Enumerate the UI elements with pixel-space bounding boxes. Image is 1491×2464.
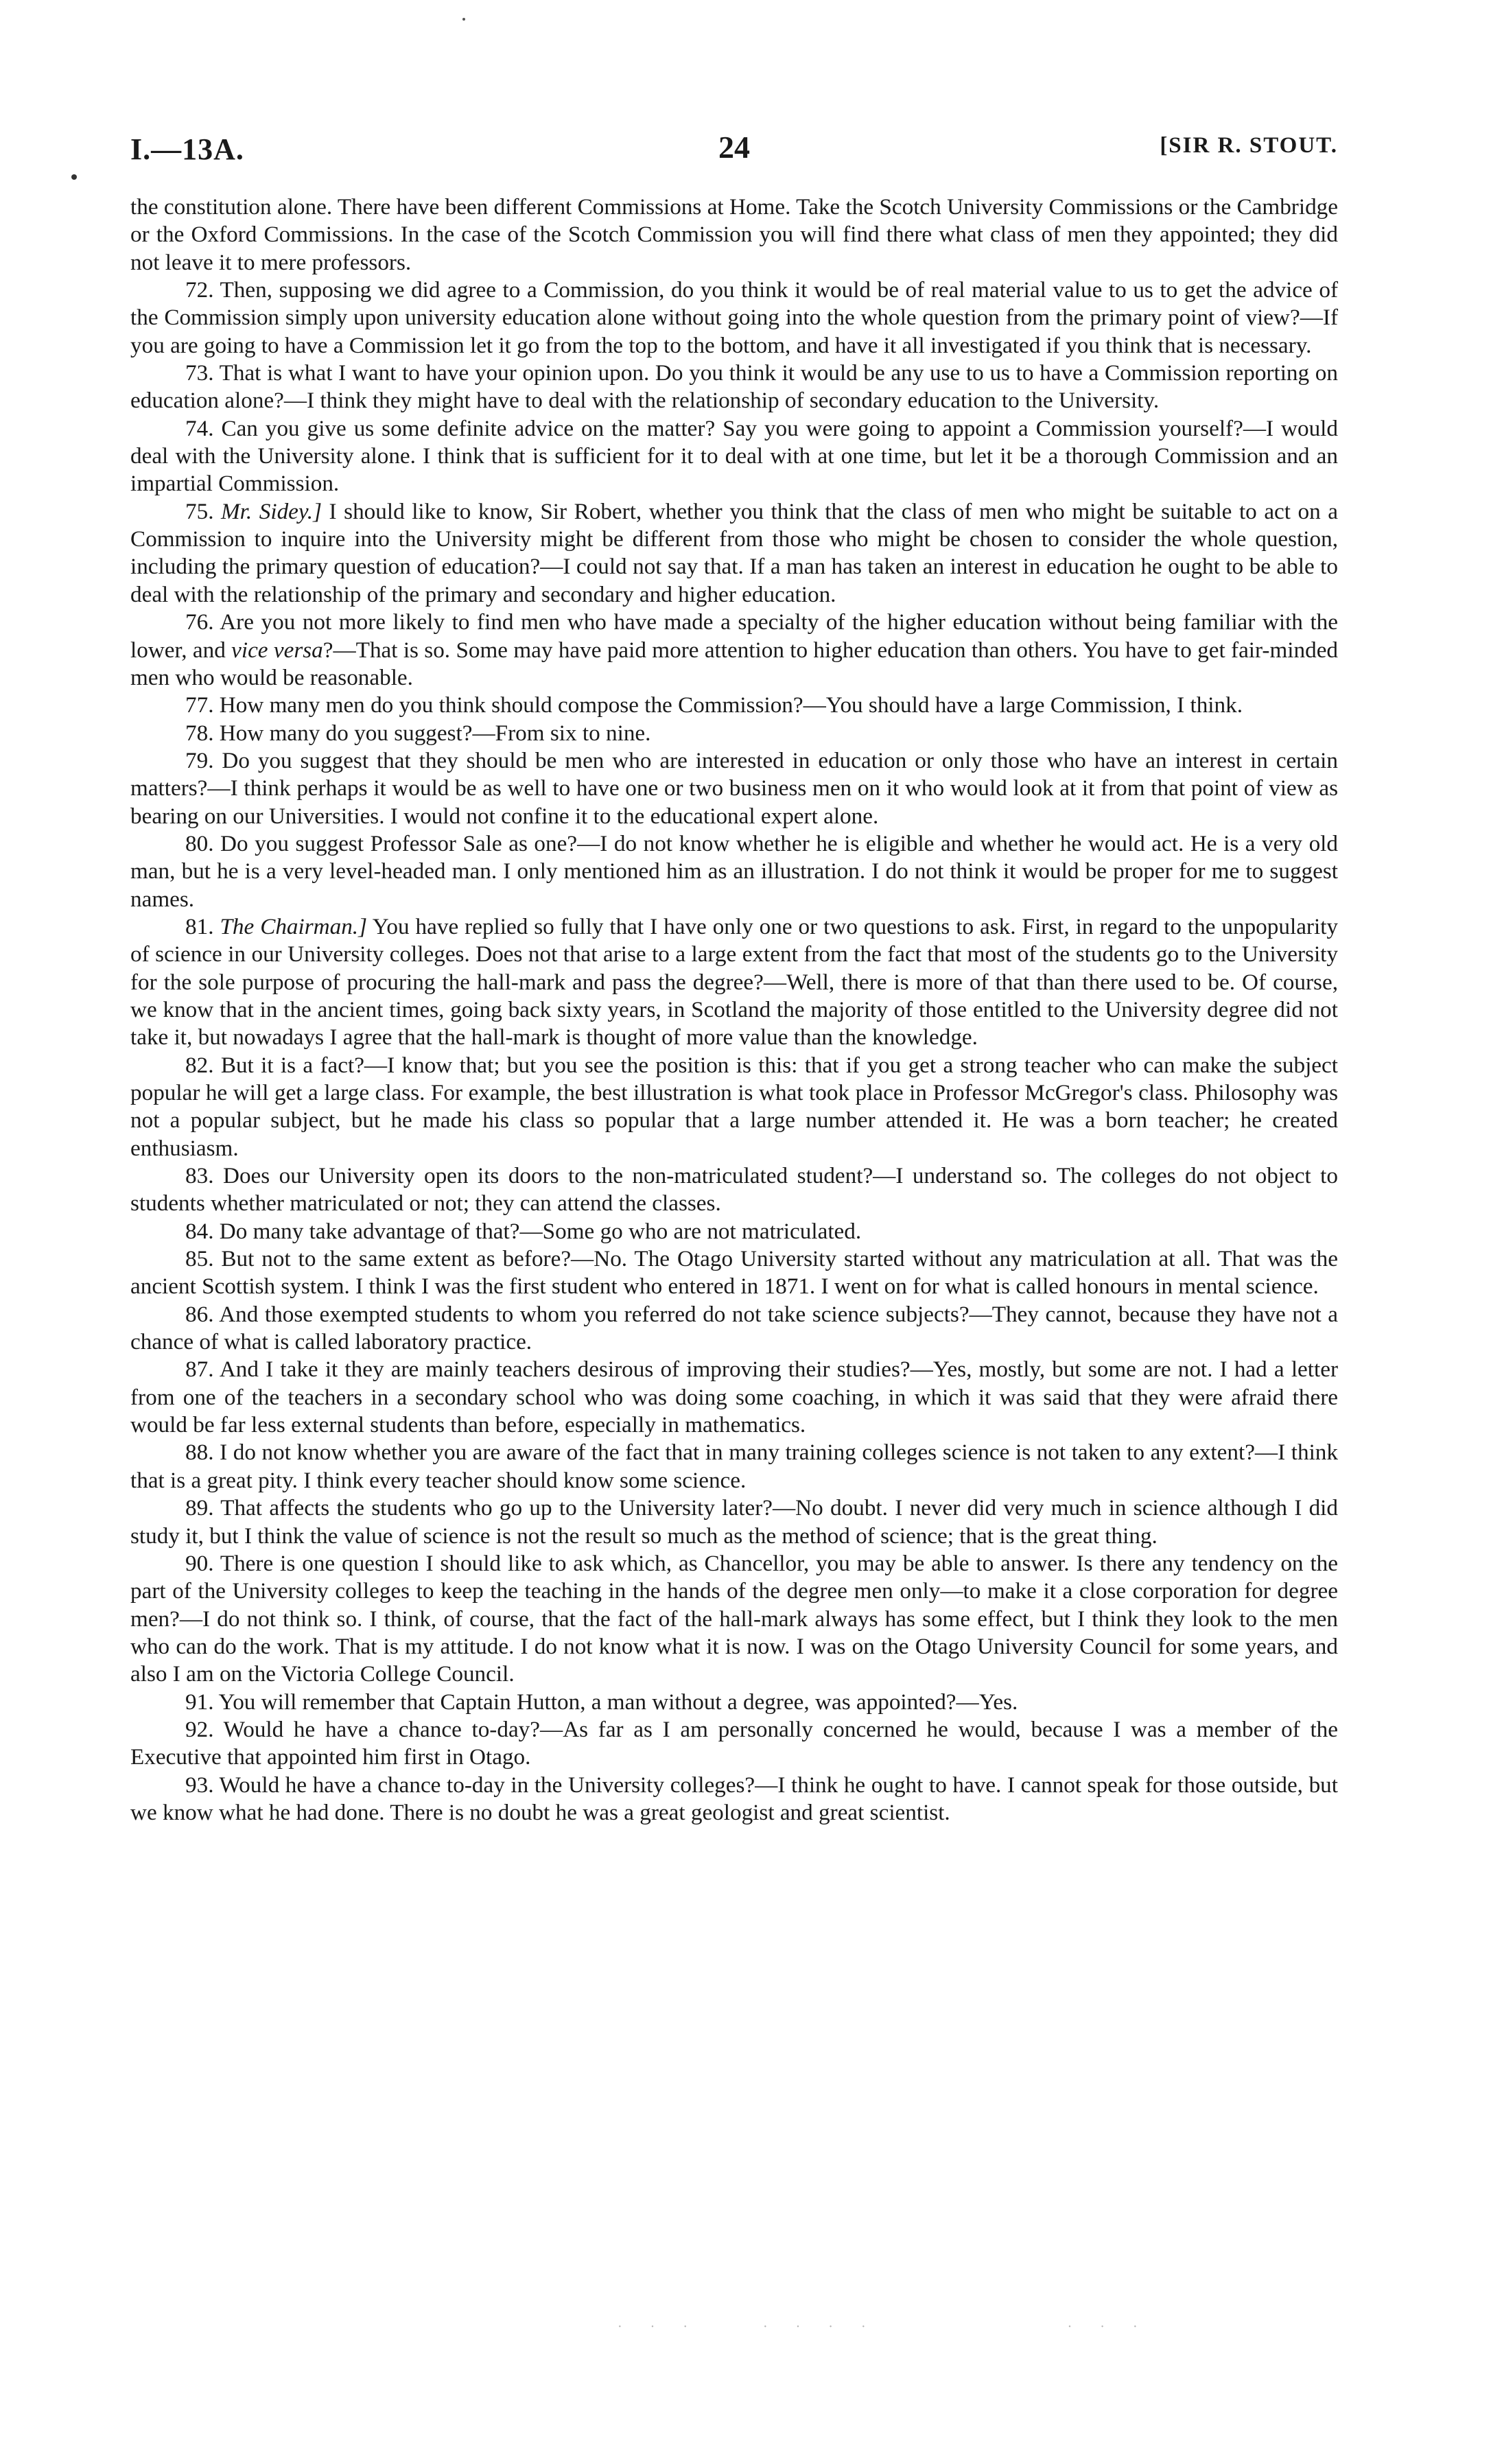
paragraph-text: You have replied so fully that I have only one or two questions to ask. First, in regard to the unpopularity of science in our University colleges. Does not that arise to a large extent from the fact that most of the students go to the University for the sole purpose of procuring the hall-mark and pass the degree?—Well, there is more of that than there used to be. Of course, we know that in the ancient times, going back sixty years, in Scotland the majority of those entitled to the University degree did not take it, but nowadays I agree that the hall-mark is thought of more value than the knowledge. — [130, 913, 1339, 1051]
paragraph: 87. And I take it they are mainly teachers desirous of improving their studies?—Yes, mostly, but some are not. I had a letter from one of the teachers in a secondary school who was doing some coaching, in which it was said that they were afraid there would be far less external students than before, especially in mathematics. — [130, 1357, 1338, 1438]
paragraph: 77. How many men do you think should compose the Commission?—You should have a large Commission, I think. — [185, 692, 1243, 718]
paragraph: 86. And those exempted students to whom you referred do not take science subjects?—They cannot, because they have not a chance of what is called laboratory practice. — [130, 1301, 1338, 1355]
paragraph: 92. Would he have a chance to-day?—As far as I am personally concerned he would, because I was a member of the Executive that appointed him first in Otago. — [130, 1716, 1338, 1770]
paragraph: 79. Do you suggest that they should be men who are interested in education or only those who have an interest in certain matters?—I think perhaps it would be as well to have one or two business men on it who would look at it from that point of view as bearing on our Universities. I would not confine it to the educational expert alone. — [130, 747, 1338, 829]
speck-mark — [462, 18, 465, 21]
paragraph: 80. Do you suggest Professor Sale as one?—I do not know whether he is eligible and whether he would act. He is a very old man, but he is a very level-headed man. I only mentioned him as an illustration. I do not think it would be proper for me to suggest names. — [130, 830, 1338, 912]
paragraph: 82. But it is a fact?—I know that; but you see the position is this: that if you get a strong teacher who can make the subject popular he will get a large class. For example, the best illustration is what took place in Professor McGregor's class. Philosophy was not a popular subject, but he made his class so popular that a large number attended it. He was a born teacher; he created enthusiasm. — [130, 1052, 1338, 1161]
question-number: 81. — [185, 913, 214, 939]
page-number: 24 — [718, 130, 750, 165]
testimony-body — [130, 193, 1338, 1827]
paragraph: 85. But not to the same extent as before?—No. The Otago University started without any matriculation at all. That was the ancient Scottish system. I think I was the first student who entered in 1871. I went on for what is called honours in mental science. — [130, 1246, 1338, 1300]
paragraph: 90. There is one question I should like to ask which, as Chancellor, you may be able to answer. Is there any tendency on the part of the University colleges to keep the teaching in the hands of the degree men only—to make it a close corporation for degree men?—I do not think so. I think, of course, that the fact of the hall-mark always has some effect, but I think they look to the men who can do the work. That is my attitude. I do not know what it is now. I was on the Otago University Council for some years, and also I am on the Victoria College Council. — [130, 1550, 1338, 1687]
paragraph-text: I should like to know, Sir Robert, whether you think that the class of men who might be suitable to act on a Commission to inquire into the University might be different from those who might be chosen to consider the whole question, including the primary question of education?—I could not say that. If a man has taken an interest in education he ought to be able to deal with the relationship of the primary and secondary and higher education. — [130, 498, 1339, 607]
paragraph: 83. Does our University open its doors to the non-matriculated student?—I understand so. The colleges do not object to students whether matriculated or not; they can attend the classes. — [130, 1163, 1338, 1217]
paragraph: 93. Would he have a chance to-day in the University colleges?—I think he ought to have. I cannot speak for those outside, but we know what he had done. There is no doubt he was a great geologist and great scientist. — [130, 1772, 1338, 1825]
paragraph: 88. I do not know whether you are aware of the fact that in many training colleges science is not taken to any extent?—I think that is a great pity. I think every teacher should know some science. — [130, 1440, 1338, 1493]
margin-bullet — [71, 174, 77, 180]
witness-name: [SIR R. STOUT. — [1160, 133, 1338, 158]
paragraph — [130, 498, 1338, 609]
paragraph: 74. Can you give us some definite advice on the matter? Say you were going to appoint a Commission yourself?—I would deal with the University alone. I think that is sufficient for it to deal with at one time, but let it be a thorough Commission and an impartial Commission. — [130, 415, 1338, 497]
italic-phrase: vice versa — [231, 637, 323, 663]
page-header — [130, 124, 1338, 173]
paragraph: 91. You will remember that Captain Hutton, a man without a degree, was appointed?—Yes. — [185, 1689, 1018, 1715]
document-reference: I.—13A. — [130, 132, 244, 166]
paragraph: the constitution alone. There have been different Commissions at Home. Take the Scotch University Commissions or the Cambridge or the Oxford Commissions. In the case of the Scotch Commission you will find there what class of men they appointed; they did not leave it to mere professors. — [130, 194, 1338, 275]
footer-specks: · · · · · · · · · · — [618, 2319, 1150, 2334]
paragraph — [130, 913, 1338, 1052]
speaker-label: Mr. Sidey.] — [221, 498, 322, 524]
paragraph: 73. That is what I want to have your opinion upon. Do you think it would be any use to us to have a Commission reporting on education alone?—I think they might have to deal with the relationship of secondary education to the University. — [130, 360, 1338, 414]
question-number: 75. — [185, 498, 214, 524]
paragraph: 84. Do many take advantage of that?—Some go who are not matriculated. — [185, 1218, 862, 1244]
paragraph: 72. Then, supposing we did agree to a Commission, do you think it would be of real material value to us to get the advice of the Commission simply upon university education alone without going into the whole question from the primary point of view?—If you are going to have a Commission let it go from the top to the bottom, and have it all investigated if you think that is necessary. — [130, 277, 1338, 358]
paragraph: 78. How many do you suggest?—From six to nine. — [185, 720, 651, 746]
document-page — [130, 124, 1338, 1827]
paragraph: 89. That affects the students who go up to the University later?—No doubt. I never did very much in science although I did study it, but I think the value of science is not the result so much as the method of science; that is the great thing. — [130, 1495, 1338, 1549]
speaker-label: The Chairman.] — [220, 913, 368, 939]
paragraph: 76. Are you not more likely to find men who have made a specialty of the higher education without being familiar with the lower, and vice versa?—That is so. Some may have paid more attention to higher education than others. You have to get fair-minded men who would be reasonable. — [130, 609, 1339, 690]
